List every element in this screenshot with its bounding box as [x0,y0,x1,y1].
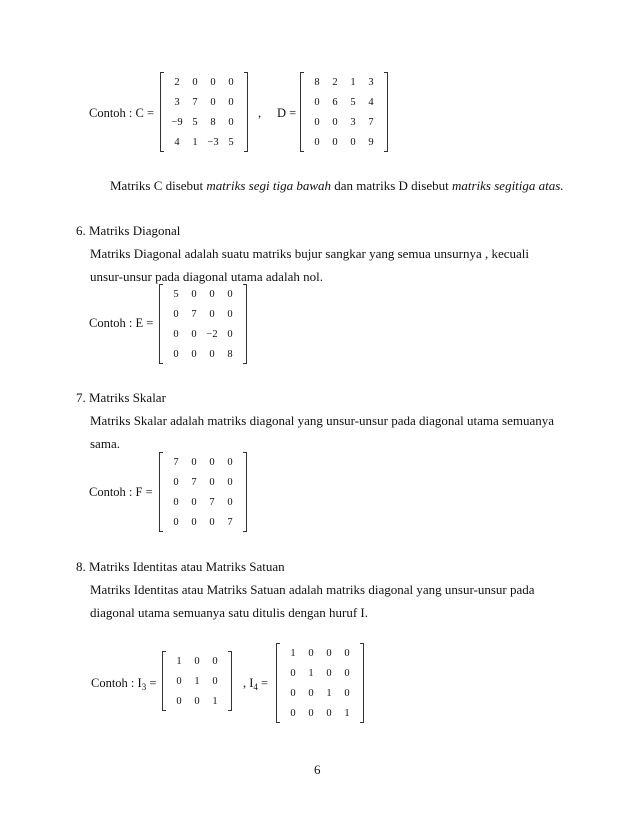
matrix-cell: 1 [176,655,182,667]
matrix-cell: 8 [227,348,233,360]
matrix-cell: 8 [314,76,320,88]
matrix-cell: 1 [192,136,198,148]
matrix-cell: 0 [332,136,338,148]
matrix-row [308,92,380,112]
matrix-cell: 5 [192,116,198,128]
heading-identity: 8. Matriks Identitas atau Matriks Satuan [76,559,285,574]
matrix-cell: 0 [210,76,216,88]
matrix-cell: 3 [350,116,356,128]
matrix-cell: 0 [308,647,314,659]
matrix-cell: 0 [209,348,215,360]
matrix-cell: 0 [212,655,218,667]
matrix-f [159,452,247,532]
matrix-cell: 5 [228,136,234,148]
matrix-cell: 0 [173,308,179,320]
matrix-cell: 1 [350,76,356,88]
matrix-cell: 0 [173,328,179,340]
matrix-cell: 2 [332,76,338,88]
matrix-d [300,72,388,152]
matrix-cell: 0 [210,96,216,108]
matrix-row [284,683,356,703]
matrix-cell: 0 [191,456,197,468]
matrix-i3 [162,651,232,711]
matrix-cell: 0 [314,96,320,108]
matrix-cell: 0 [191,516,197,528]
comma-separator: , [258,106,262,120]
contoh-c-label: Contoh : C = [89,106,155,120]
matrix-cell: 0 [344,647,350,659]
matrix-cell: 0 [173,516,179,528]
matrix-cell: 0 [192,76,198,88]
matrix-cell: 0 [326,647,332,659]
matrix-cell: 0 [173,496,179,508]
scalar-text-line1: Matriks Skalar adalah matriks diagonal yang unsur-unsur pada diagonal utama semuanya [90,413,554,428]
matrix-row [167,344,239,364]
matrix-cell: 7 [191,308,197,320]
matrix-row [308,132,380,152]
matrix-cell: 0 [176,675,182,687]
matrix-cell: 0 [290,687,296,699]
matrix-row [167,304,239,324]
matrix-cell: 4 [174,136,180,148]
matrix-row [167,512,239,532]
i4-label: , $I_4$ = [243,676,269,692]
matrix-cell: 0 [228,96,234,108]
matrix-e [159,284,247,364]
matrix-row [170,691,224,711]
matrix-row [284,703,356,723]
matrix-row [167,452,239,472]
matrix-cell: 0 [344,667,350,679]
matrix-cell: 0 [212,675,218,687]
matrix-row [168,92,240,112]
matrix-cell: 7 [192,96,198,108]
matrix-cell: −2 [206,328,218,340]
matrix-cell: 0 [228,116,234,128]
matrix-cell: −9 [171,116,183,128]
matrix-row [308,72,380,92]
matrix-cell: 0 [227,496,233,508]
matrix-cell: 9 [368,136,374,148]
matrix-cell: 8 [210,116,216,128]
matrix-cell: 0 [332,116,338,128]
matrix-cell: 0 [194,695,200,707]
matrix-cell: 0 [314,116,320,128]
matrix-cell: 3 [174,96,180,108]
diagonal-text-line2: unsur-unsur pada diagonal utama adalah nol. [90,269,323,284]
contoh-f-label: Contoh : F = [89,485,153,499]
matrix-cell: 4 [368,96,374,108]
matrix-cell: 0 [326,667,332,679]
matrix-cell: 1 [308,667,314,679]
matrix-i4 [276,643,364,723]
matrix-cell: 3 [368,76,374,88]
matrix-cell: 0 [209,516,215,528]
matrix-cell: 1 [326,687,332,699]
matrix-row [170,651,224,671]
matrix-cell: 0 [191,328,197,340]
matrix-cell: 0 [314,136,320,148]
matrix-cell: 5 [350,96,356,108]
matrix-cell: 0 [228,76,234,88]
contoh-i3-label: Contoh : $I_3$ = [91,676,157,692]
matrix-cell: 0 [209,476,215,488]
matrix-cell: 0 [194,655,200,667]
matrix-cell: 0 [176,695,182,707]
matrix-cell: 0 [227,308,233,320]
matrix-row [308,112,380,132]
matrix-cell: 0 [227,288,233,300]
identity-text-line2: diagonal utama semuanya satu ditulis dengan huruf I. [90,605,368,620]
triangular-description: Matriks C disebut matriks segi tiga bawah dan matriks D disebut matriks segitiga atas. [110,178,564,193]
matrix-cell: 7 [209,496,215,508]
scalar-text-line2: sama. [90,436,120,451]
d-label: D = [277,106,297,120]
matrix-row [167,324,239,344]
matrix-cell: 0 [227,456,233,468]
matrix-row [167,492,239,512]
matrix-cell: 0 [209,288,215,300]
matrix-row [167,284,239,304]
diagonal-text-line1: Matriks Diagonal adalah suatu matriks bujur sangkar yang semua unsurnya , kecuali [90,246,529,261]
matrix-cell: 6 [332,96,338,108]
matrix-cell: 0 [191,496,197,508]
matrix-cell: 7 [368,116,374,128]
matrix-row [167,472,239,492]
matrix-cell: 0 [227,328,233,340]
matrix-cell: 5 [173,288,179,300]
matrix-cell: 7 [191,476,197,488]
matrix-cell: 0 [209,456,215,468]
matrix-row [170,671,224,691]
matrix-row [168,72,240,92]
matrix-cell: 0 [350,136,356,148]
matrix-cell: 7 [227,516,233,528]
matrix-cell: 0 [173,348,179,360]
matrix-cell: 0 [209,308,215,320]
matrix-row [284,663,356,683]
matrix-row [168,112,240,132]
page-number: 6 [314,762,321,777]
matrix-cell: 0 [308,687,314,699]
heading-diagonal: 6. Matriks Diagonal [76,223,181,238]
matrix-cell: 0 [326,707,332,719]
matrix-cell: −3 [207,136,219,148]
matrix-cell: 0 [191,348,197,360]
matrix-cell: 2 [174,76,180,88]
matrix-cell: 0 [344,687,350,699]
matrix-cell: 0 [191,288,197,300]
matrix-cell: 1 [194,675,200,687]
matrix-c [160,72,248,152]
matrix-cell: 1 [344,707,350,719]
matrix-cell: 7 [173,456,179,468]
identity-text-line1: Matriks Identitas atau Matriks Satuan adalah matriks diagonal yang unsur-unsur pada [90,582,535,597]
heading-scalar: 7. Matriks Skalar [76,390,166,405]
matrix-cell: 0 [290,667,296,679]
matrix-cell: 1 [212,695,218,707]
matrix-row [284,643,356,663]
matrix-cell: 0 [173,476,179,488]
matrix-cell: 0 [227,476,233,488]
contoh-e-label: Contoh : E = [89,316,154,330]
matrix-cell: 1 [290,647,296,659]
matrix-cell: 0 [290,707,296,719]
matrix-row [168,132,240,152]
matrix-cell: 0 [308,707,314,719]
